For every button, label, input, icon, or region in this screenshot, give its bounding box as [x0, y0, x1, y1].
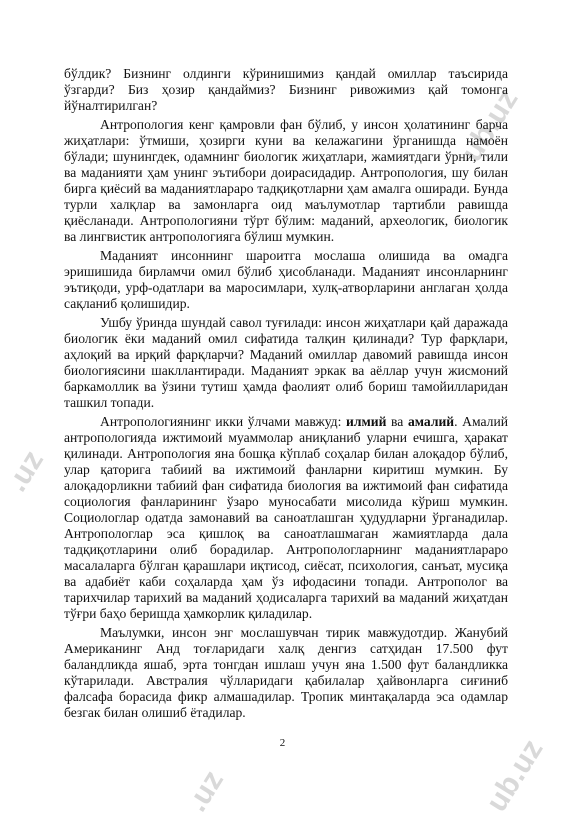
paragraph — [64, 414, 508, 622]
bold-term-applied: амалий — [407, 414, 455, 429]
paragraph-text: Антропологиянинг икки ўлчами мавжуд: — [100, 414, 347, 429]
watermark-text: .uz — [0, 444, 51, 498]
document-body — [64, 66, 508, 724]
bold-term-scientific: илмий — [346, 414, 387, 429]
paragraph: Маълумки, инсон энг мослашувчан тирик мавжудотдир. Жанубий Американинг Анд тоғларидаги халқ денгиз сатҳидан 17.500 фут баландликда яшаб, эрта тонгдан ишлаш учун яна 1.500 фут баландликка кўтарилади. Австралия чўлларидаги қабилалар ҳайвонларга сиғиниб фалсафа борасида фикр алмашадилар. Тропик минтақаларда эса одамлар безгак билан олишиб ётадилар. — [64, 625, 508, 720]
paragraph: Антропология кенг қамровли фан бўлиб, у инсон ҳолатининг барча жиҳатлари: ўтмиши, ҳозирги куни ва келажагини ўрганишда намоён бўлади; шунингдек, одамнинг биологик жиҳатлари, жамиятдаги ўрни, тили ва маданияти ҳам унинг эътибори доирасидадир. Антропология, шу билан бирга қиёсий ва маданиятлараро тадқиқотларни ҳам амалга оширади. Бунда турли халқлар ва замонларга оид маълумотлар тартибли равишда қиёсланади. Антропологияни тўрт бўлим: маданий, археологик, биологик ва лингвистик антропологияга бўлиш мумкин. — [64, 117, 508, 244]
paragraph-text: ва — [386, 414, 408, 429]
watermark-text: ub.uz — [455, 83, 525, 168]
paragraph: бўлдик? Бизнинг олдинги кўринишимиз қандай омиллар таъсирида ўзгарди? Биз ҳозир қандаймиз? Бизнинг ривожимиз қай томонга йўналтирилган? — [64, 66, 508, 113]
paragraph: Ушбу ўринда шундай савол туғилади: инсон жиҳатлари қай даражада биологик ёки маданий омил сифатида талқин қилинади? Тур фарқлари, аҳлоқий ва ирқий фарқларчи? Маданий омиллар давомий равишда инсон биологиясини шакллантиради. Маданият эркак ва аёллар учун жисмоний баркамоллик ва ўзини тутиш ҳамда фаолият олиб бориш тамойилларидан ташкил топади. — [64, 315, 508, 410]
watermark-text: ub.uz — [480, 733, 550, 818]
paragraph: Маданият инсоннинг шароитга мослаша олишида ва омадга эришишида бирламчи омил бўлиб ҳисобланади. Маданият инсонларнинг эътиқоди, урф-одатлари ва маросимлари, хулқ-атворларини англаган ҳолда сақланиб қолишидир. — [64, 248, 508, 311]
page-number: 2 — [279, 737, 286, 749]
paragraph-text: . Амалий антропологияда ижтимоий муаммолар аниқланиб уларни ечишга, ҳаракат қилинади. Антропология яна бошқа кўплаб соҳалар билан алоқадор бўлиб, улар қаторига табиий ва ижтимоий фанларни киритиш мумкин. Бу алоқадорликни табиий фан сифатида биология ва ижтимоий фан сифатида социология фанларининг ўзаро муносабати мисолида кўриш мумкин. Социологлар одатда замонавий ва саноатлашган ҳудудларни ўрганадилар. Антропологлар эса қишлоқ ва саноатлашмаган жамиятларда дала тадқиқотларини олиб борадилар. Антропологларнинг маданиятлараро масалаларга бўлган қарашлари иқтисод, сиёсат, психология, санъат, мусиқа ва адабиёт каби соҳаларда ҳам ўз ифодасини топади. Антрополог ва тарихчилар тарихий ва маданий ҳодисаларга тарихий ва маданий жиҳатдан тўғри баҳо беришда ҳамкорлик қиладилар. — [64, 414, 508, 621]
watermark-text: .uz — [180, 764, 231, 818]
